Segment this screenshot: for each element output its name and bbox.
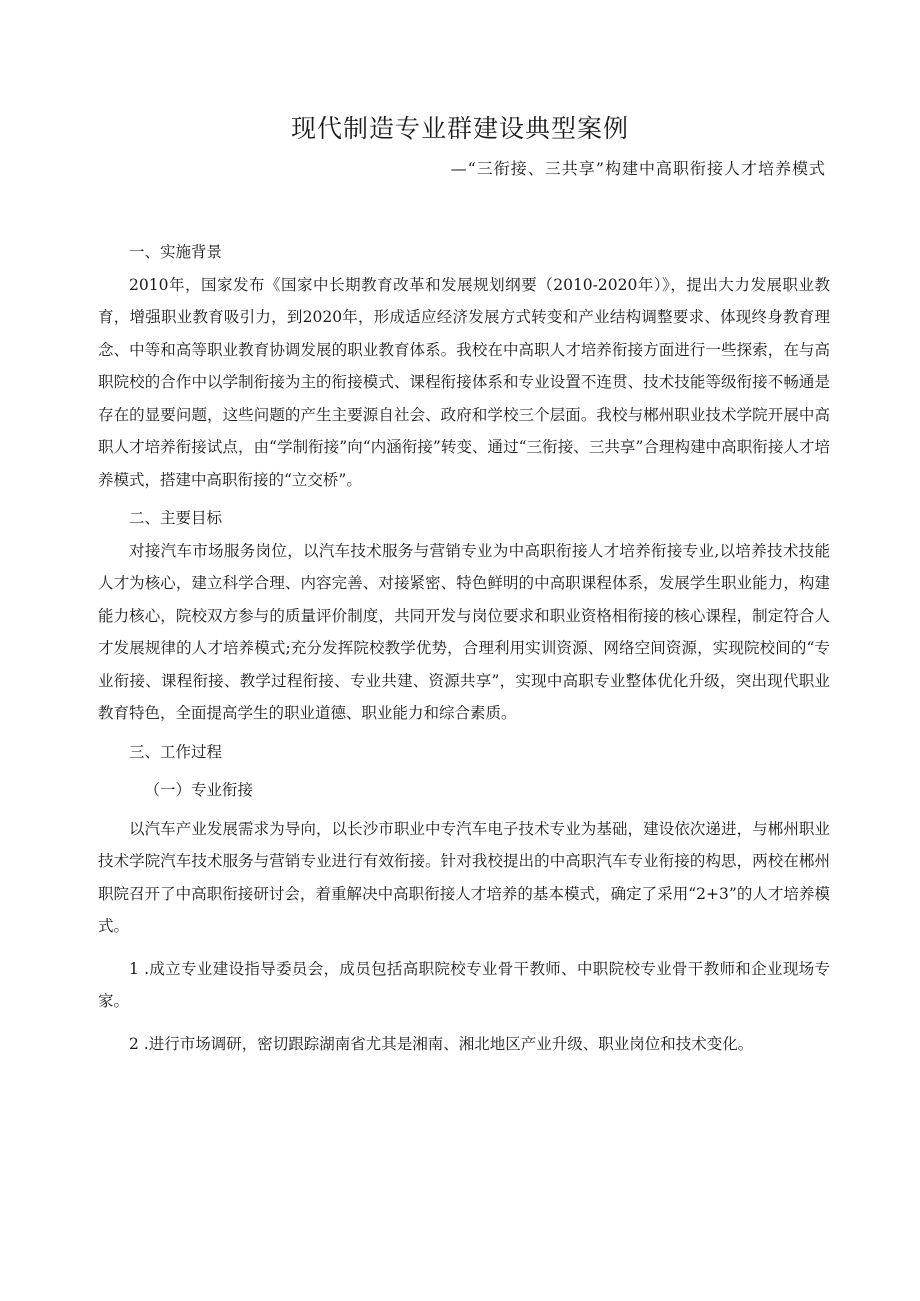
- document-title: 现代制造专业群建设典型案例: [290, 114, 629, 143]
- paragraph-background: 2010年，国家发布《国家中长期教育改革和发展规划纲要（2010-2020年）》，提出大力发展职业教育，增强职业教育吸引力，到2020年，形成适应经济发展方式转变和产业结构调整要求、体现终身教育理念、中等和高等职业教育协调发展的职业教育体系。我校在中高职人才培养衔接方面进行一些探索，在与高职院校的合作中以学制衔接为主的衔接模式、课程衔接体系和专业设置不连贯、技术技能等级衔接不畅通是存在的显要问题，这些问题的产生主要源自社会、政府和学校三个层面。我校与郴州职业技术学院开展中高职人才培养衔接试点，由“学制衔接”向“内涵衔接”转变、通过“三衔接、三共享”合理构建中高职衔接人才培养模式，搭建中高职衔接的“立交桥”。: [98, 275, 830, 489]
- subsection-heading-major-connection: （一）专业衔接: [144, 781, 254, 799]
- section-heading-background: 一、实施背景: [129, 243, 223, 261]
- document-subtitle: —“三衔接、三共享”构建中高职衔接人才培养模式: [450, 159, 826, 178]
- paragraph-goals: 对接汽车市场服务岗位，以汽车技术服务与营销专业为中高职衔接人才培养衔接专业,以培养技术技能人才为核心，建立科学合理、内容完善、对接紧密、特色鲜明的中高职课程体系，发展学生职业能力，构建能力核心，院校双方参与的质量评价制度，共同开发与岗位要求和职业资格相衔接的核心课程，制定符合人才发展规律的人才培养模式;充分发挥院校教学优势，合理利用实训资源、网络空间资源，实现院校间的“专业衔接、课程衔接、教学过程衔接、专业共建、资源共享”，实现中高职专业整体优化升级，突出现代职业教育特色，全面提高学生的职业道德、职业能力和综合素质。: [98, 541, 830, 722]
- section-heading-process: 三、工作过程: [129, 742, 223, 761]
- paragraph-major-connection: 以汽车产业发展需求为导向，以长沙市职业中专汽车电子技术专业为基础，建设依次递进，与郴州职业技术学院汽车技术服务与营销专业进行有效衔接。针对我校提出的中高职汽车专业衔接的构思，两校在郴州职院召开了中高职衔接研讨会，着重解决中高职衔接人才培养的基本模式，确定了采用“2+3”的人才培养模式。: [98, 819, 830, 935]
- list-item-2: 2 .进行市场调研，密切跟踪湖南省尤其是湘南、湘北地区产业升级、职业岗位和技术变化。: [129, 1034, 754, 1053]
- section-heading-goals: 二、主要目标: [129, 509, 223, 527]
- list-item-1: 1 .成立专业建设指导委员会，成员包括高职院校专业骨干教师、中职院校专业骨干教师和企业现场专家。: [98, 959, 830, 1010]
- document-body: [98, 236, 830, 1060]
